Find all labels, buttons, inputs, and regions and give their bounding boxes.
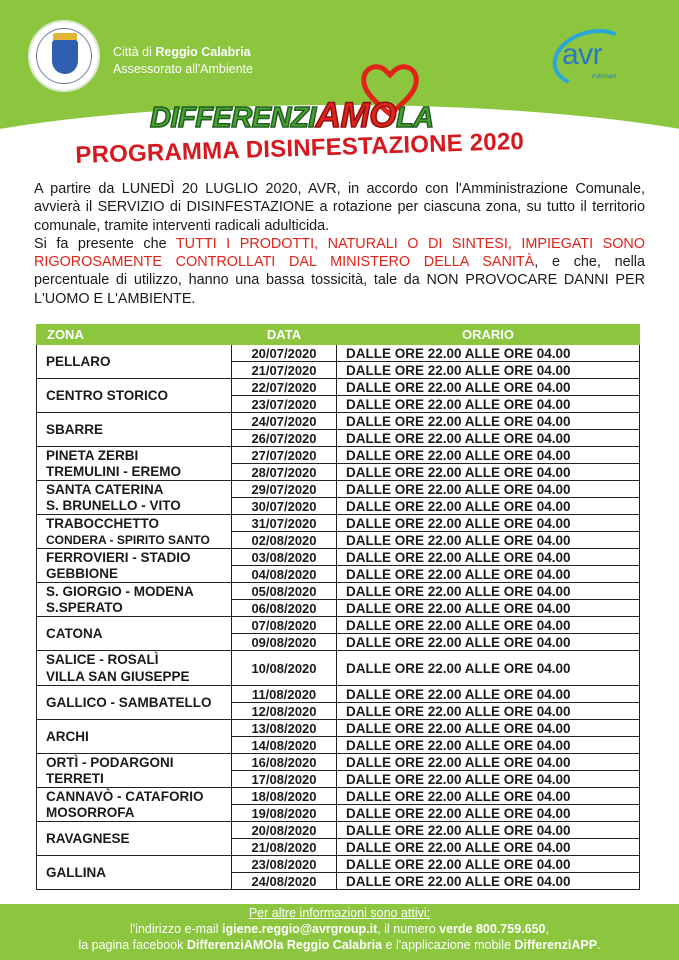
table-row xyxy=(37,856,640,873)
time-cell: DALLE ORE 22.00 ALLE ORE 04.00 xyxy=(337,566,640,583)
time-cell: DALLE ORE 22.00 ALLE ORE 04.00 xyxy=(337,839,640,856)
brand-part-3: LA xyxy=(395,102,434,134)
zone-cell xyxy=(37,413,232,447)
table-row xyxy=(37,686,640,703)
brand-part-2: AMO xyxy=(315,96,396,135)
header-zona: ZONA xyxy=(37,325,232,345)
footer-phone[interactable]: verde 800.759.650 xyxy=(439,922,546,936)
zone-name: CATONA xyxy=(46,626,103,641)
schedule-table xyxy=(36,324,640,890)
table-row xyxy=(37,481,640,498)
time-cell: DALLE ORE 22.00 ALLE ORE 04.00 xyxy=(337,737,640,754)
zone-cell xyxy=(37,856,232,890)
zone-name: SBARRE xyxy=(46,422,104,437)
time-cell: DALLE ORE 22.00 ALLE ORE 04.00 xyxy=(337,413,640,430)
footer-line-3 xyxy=(0,937,679,953)
date-cell: 20/07/2020 xyxy=(232,345,337,362)
intro-paragraph-2-start: Si fa presente che xyxy=(34,235,167,252)
time-cell: DALLE ORE 22.00 ALLE ORE 04.00 xyxy=(337,703,640,720)
city-name: Reggio Calabria xyxy=(155,45,251,59)
city-label xyxy=(113,44,253,78)
table-row xyxy=(37,617,640,634)
city-seal-logo xyxy=(28,20,100,92)
date-cell: 16/08/2020 xyxy=(232,754,337,771)
time-cell: DALLE ORE 22.00 ALLE ORE 04.00 xyxy=(337,583,640,600)
date-cell: 06/08/2020 xyxy=(232,600,337,617)
zone-cell xyxy=(37,549,232,583)
date-cell: 29/07/2020 xyxy=(232,481,337,498)
date-cell: 22/07/2020 xyxy=(232,379,337,396)
date-cell: 18/08/2020 xyxy=(232,788,337,805)
table-row xyxy=(37,822,640,839)
zone-name: FERROVIERI - STADIO xyxy=(46,549,191,565)
zone-name: CANNAVÒ - CATAFORIO xyxy=(46,788,204,804)
zone-name-secondary: TREMULINI - EREMO xyxy=(46,463,181,479)
date-cell: 27/07/2020 xyxy=(232,447,337,464)
time-cell: DALLE ORE 22.00 ALLE ORE 04.00 xyxy=(337,430,640,447)
footer-facebook-link[interactable]: DifferenziAMOla Reggio Calabria xyxy=(186,938,383,952)
intro-paragraph-1: A partire da LUNEDÌ 20 LUGLIO 2020, AVR, in accordo con l'Amministrazione Comunale, avvierà il SERVIZIO di DISINFESTAZIONE a rotazione per ciascuna zona, su tutto il territorio comunale, tramite interventi radicali adulticida. xyxy=(34,181,645,234)
table-body xyxy=(37,345,640,890)
date-cell: 07/08/2020 xyxy=(232,617,337,634)
avr-logo: avr xyxy=(562,38,603,71)
time-cell: DALLE ORE 22.00 ALLE ORE 04.00 xyxy=(337,362,640,379)
table-row xyxy=(37,788,640,805)
footer-line-2 xyxy=(0,921,679,937)
zone-name-secondary: GEBBIONE xyxy=(46,565,119,581)
footer-phone-label: , il numero xyxy=(377,922,436,936)
zone-name: GALLICO - SAMBATELLO xyxy=(46,695,212,710)
header-orario: ORARIO xyxy=(337,325,640,345)
table-row xyxy=(37,583,640,600)
time-cell: DALLE ORE 22.00 ALLE ORE 04.00 xyxy=(337,481,640,498)
time-cell: DALLE ORE 22.00 ALLE ORE 04.00 xyxy=(337,754,640,771)
footer xyxy=(0,904,679,960)
table-header-row xyxy=(37,325,640,345)
time-cell: DALLE ORE 22.00 ALLE ORE 04.00 xyxy=(337,447,640,464)
zone-cell xyxy=(37,720,232,754)
date-cell: 24/07/2020 xyxy=(232,413,337,430)
zone-name: RAVAGNESE xyxy=(46,831,130,846)
zone-cell xyxy=(37,583,232,617)
date-cell: 26/07/2020 xyxy=(232,430,337,447)
date-cell: 13/08/2020 xyxy=(232,720,337,737)
zone-name-secondary: VILLA SAN GIUSEPPE xyxy=(46,669,190,684)
table-row xyxy=(37,379,640,396)
city-prefix: Città di xyxy=(113,45,152,59)
zone-cell xyxy=(37,379,232,413)
date-cell: 04/08/2020 xyxy=(232,566,337,583)
time-cell: DALLE ORE 22.00 ALLE ORE 04.00 xyxy=(337,345,640,362)
time-cell: DALLE ORE 22.00 ALLE ORE 04.00 xyxy=(337,634,640,651)
date-cell: 12/08/2020 xyxy=(232,703,337,720)
zone-name-secondary: MOSORROFA xyxy=(46,804,135,820)
zone-cell xyxy=(37,822,232,856)
footer-app-label: e l'applicazione mobile xyxy=(385,938,511,952)
zone-cell xyxy=(37,686,232,720)
intro-paragraph-2-highlight: TUTTI I PRODOTTI, NATURALI O DI SINTESI, IMPIEGATI SONO RIGOROSAMENTE CONTROLLATI DAL MINISTERO DELLA SANITÀ xyxy=(34,235,645,271)
date-cell: 31/07/2020 xyxy=(232,515,337,532)
date-cell: 20/08/2020 xyxy=(232,822,337,839)
time-cell: DALLE ORE 22.00 ALLE ORE 04.00 xyxy=(337,651,640,686)
brand-part-1: DIFFERENZI xyxy=(150,102,316,134)
table-row xyxy=(37,447,640,464)
zone-cell xyxy=(37,515,232,549)
zone-cell xyxy=(37,447,232,481)
time-cell: DALLE ORE 22.00 ALLE ORE 04.00 xyxy=(337,498,640,515)
date-cell: 19/08/2020 xyxy=(232,805,337,822)
date-cell: 17/08/2020 xyxy=(232,771,337,788)
time-cell: DALLE ORE 22.00 ALLE ORE 04.00 xyxy=(337,686,640,703)
footer-email-link[interactable]: igiene.reggio@avrgroup.it xyxy=(222,922,378,936)
zone-name: CENTRO STORICO xyxy=(46,388,169,403)
zone-name: ARCHI xyxy=(46,729,89,744)
zone-cell xyxy=(37,617,232,651)
header-data: DATA xyxy=(232,325,337,345)
date-cell: 11/08/2020 xyxy=(232,686,337,703)
zone-cell xyxy=(37,345,232,379)
time-cell: DALLE ORE 22.00 ALLE ORE 04.00 xyxy=(337,873,640,890)
time-cell: DALLE ORE 22.00 ALLE ORE 04.00 xyxy=(337,822,640,839)
footer-email-label: l'indirizzo e-mail xyxy=(130,922,219,936)
time-cell: DALLE ORE 22.00 ALLE ORE 04.00 xyxy=(337,532,640,549)
zone-name: GALLINA xyxy=(46,865,106,880)
date-cell: 24/08/2020 xyxy=(232,873,337,890)
table-row xyxy=(37,651,640,686)
table-row xyxy=(37,720,640,737)
date-cell: 21/07/2020 xyxy=(232,362,337,379)
zone-cell xyxy=(37,651,232,686)
time-cell: DALLE ORE 22.00 ALLE ORE 04.00 xyxy=(337,379,640,396)
time-cell: DALLE ORE 22.00 ALLE ORE 04.00 xyxy=(337,515,640,532)
zone-name-secondary: CONDERA - SPIRITO SANTO xyxy=(46,532,210,547)
zone-name-secondary: TERRETI xyxy=(46,770,104,786)
time-cell: DALLE ORE 22.00 ALLE ORE 04.00 xyxy=(337,396,640,413)
time-cell: DALLE ORE 22.00 ALLE ORE 04.00 xyxy=(337,600,640,617)
footer-comma: , xyxy=(545,922,549,936)
date-cell: 23/08/2020 xyxy=(232,856,337,873)
date-cell: 14/08/2020 xyxy=(232,737,337,754)
time-cell: DALLE ORE 22.00 ALLE ORE 04.00 xyxy=(337,805,640,822)
zone-name: ORTÌ - PODARGONI xyxy=(46,754,174,770)
time-cell: DALLE ORE 22.00 ALLE ORE 04.00 xyxy=(337,720,640,737)
date-cell: 09/08/2020 xyxy=(232,634,337,651)
page-title: PROGRAMMA DISINFESTAZIONE 2020 xyxy=(75,127,525,169)
zone-name-secondary: S. BRUNELLO - VITO xyxy=(46,497,181,513)
footer-info-title: Per altre informazioni sono attivi: xyxy=(248,906,431,920)
time-cell: DALLE ORE 22.00 ALLE ORE 04.00 xyxy=(337,464,640,481)
date-cell: 02/08/2020 xyxy=(232,532,337,549)
zone-name: S. GIORGIO - MODENA xyxy=(46,583,194,599)
time-cell: DALLE ORE 22.00 ALLE ORE 04.00 xyxy=(337,617,640,634)
date-cell: 10/08/2020 xyxy=(232,651,337,686)
date-cell: 21/08/2020 xyxy=(232,839,337,856)
date-cell: 30/07/2020 xyxy=(232,498,337,515)
time-cell: DALLE ORE 22.00 ALLE ORE 04.00 xyxy=(337,549,640,566)
intro-paragraph-2-end: , e che, nella percentuale di utilizzo, hanno una bassa tossicità, tale da NON PROVOCARE DANNI PER L'UOMO E L'AMBIENTE. xyxy=(34,254,645,307)
zone-name: SANTA CATERINA xyxy=(46,481,164,497)
seal-shield-icon xyxy=(52,40,78,74)
date-cell: 28/07/2020 xyxy=(232,464,337,481)
time-cell: DALLE ORE 22.00 ALLE ORE 04.00 xyxy=(337,771,640,788)
zone-name: SALICE - ROSALÌ xyxy=(46,652,159,667)
table-row xyxy=(37,345,640,362)
zone-name-secondary: S.SPERATO xyxy=(46,599,123,615)
intro-text xyxy=(34,180,645,308)
table-row xyxy=(37,549,640,566)
avr-tagline: il domani xyxy=(592,74,617,80)
footer-period: . xyxy=(597,938,601,952)
table-row xyxy=(37,413,640,430)
zone-cell xyxy=(37,788,232,822)
zone-cell xyxy=(37,481,232,515)
time-cell: DALLE ORE 22.00 ALLE ORE 04.00 xyxy=(337,788,640,805)
date-cell: 05/08/2020 xyxy=(232,583,337,600)
footer-app-link[interactable]: DifferenziAPP xyxy=(514,938,598,952)
office-name: Assessorato all'Ambiente xyxy=(113,62,253,76)
time-cell: DALLE ORE 22.00 ALLE ORE 04.00 xyxy=(337,856,640,873)
table-row xyxy=(37,515,640,532)
date-cell: 03/08/2020 xyxy=(232,549,337,566)
table-row xyxy=(37,754,640,771)
zone-name: PELLARO xyxy=(46,354,111,369)
date-cell: 23/07/2020 xyxy=(232,396,337,413)
zone-name: PINETA ZERBI xyxy=(46,447,139,463)
zone-name: TRABOCCHETTO xyxy=(46,515,159,531)
zone-cell xyxy=(37,754,232,788)
footer-facebook-label: la pagina facebook xyxy=(78,938,184,952)
